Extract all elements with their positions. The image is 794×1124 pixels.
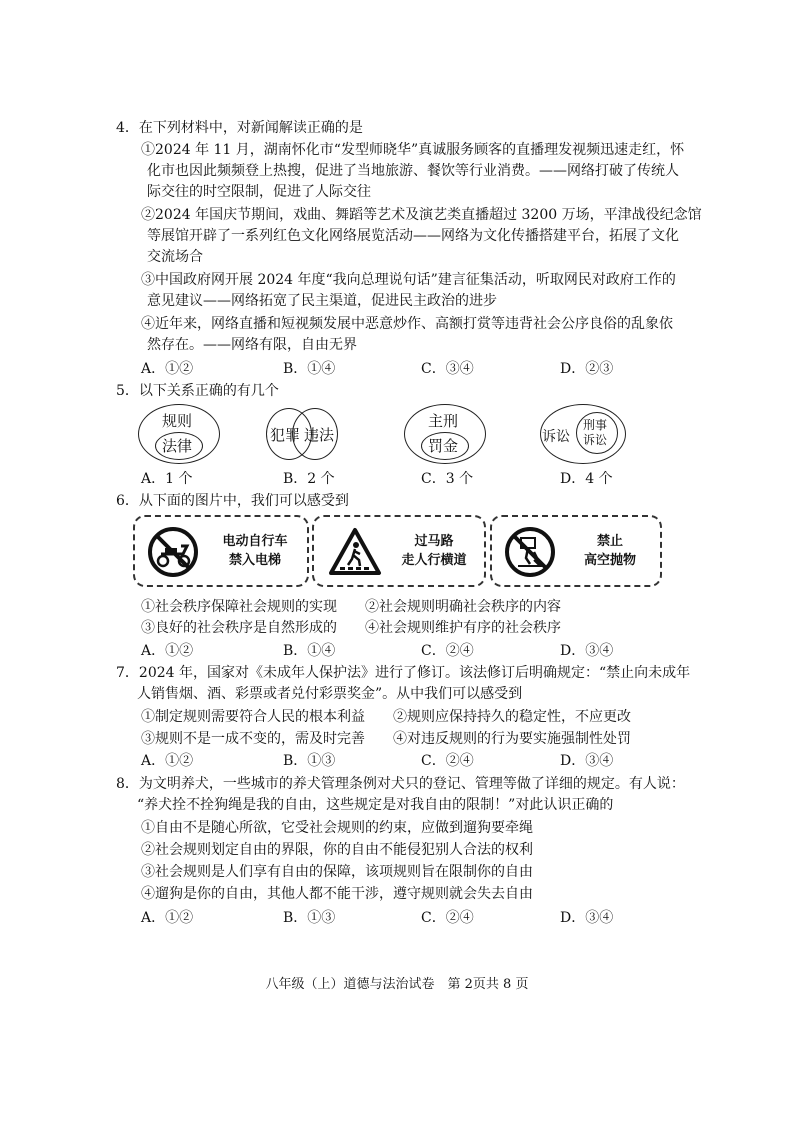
- q7-choice-3: ③规则不是一成不变的，需及时完善: [141, 731, 365, 747]
- q8-option-a[interactable]: A．①②: [141, 910, 194, 926]
- venn-left-label: 犯罪: [270, 426, 301, 444]
- q6-option-c[interactable]: C．②④: [421, 643, 474, 659]
- q6-choice-1: ①社会秩序保障社会规则的实现: [141, 599, 337, 615]
- q4-option-a[interactable]: A．①②: [141, 361, 194, 377]
- q5-option-d[interactable]: D．4 个: [560, 471, 613, 487]
- q6-option-d[interactable]: D．③④: [560, 643, 614, 659]
- venn-right-label: 违法: [304, 426, 335, 444]
- q7-option-a[interactable]: A．①②: [141, 753, 194, 769]
- q8-choice-1: ①自由不是随心所欲，它受社会规则的约束，应做到遛狗要牵绳: [141, 820, 533, 836]
- venn-outer-label: 诉讼: [542, 429, 570, 445]
- sign-line1: 过马路: [414, 534, 454, 549]
- q6-stem: 6．从下面的图片中，我们可以感受到: [116, 493, 349, 509]
- no-ebike-icon: [147, 526, 199, 578]
- sign-line2: 高空抛物: [583, 553, 636, 568]
- venn-inner-label-top: 刑事: [583, 418, 608, 432]
- pedestrian-crossing-icon: [328, 527, 382, 577]
- venn-inner-label: 法律: [162, 437, 193, 455]
- q4-m1-line2: 化市也因此频频登上热搜，促进了当地旅游、餐饮等行业消费。——网络打破了传统人: [147, 163, 679, 179]
- sign-crosswalk: [312, 515, 486, 587]
- q4-m1-line3: 际交往的时空限制，促进了人际交往: [147, 184, 371, 200]
- venn-outer-label: 主刑: [428, 412, 459, 430]
- q5-stem: 5．以下关系正确的有几个: [116, 383, 279, 399]
- sign-line1: 禁止: [596, 534, 623, 549]
- q6-choice-4: ④社会规则维护有序的社会秩序: [365, 620, 561, 636]
- q4-stem: 4．在下列材料中，对新闻解读正确的是: [116, 120, 363, 136]
- q8-choice-3: ③社会规则是人们享有自由的保障，该项规则旨在限制你的自由: [141, 864, 533, 880]
- venn-diagram-litigation: [540, 404, 626, 464]
- q8-option-b[interactable]: B．①③: [283, 910, 336, 926]
- q6-choice-3: ③良好的社会秩序是自然形成的: [141, 620, 337, 636]
- venn-diagram-rules-law: [138, 404, 220, 464]
- q7-option-d[interactable]: D．③④: [560, 753, 614, 769]
- q4-m3-line1: ③中国政府网开展 2024 年度“我向总理说句话”建言征集活动，听取网民对政府工作的: [141, 272, 676, 288]
- venn-inner-label-bottom: 诉讼: [583, 433, 608, 447]
- sign-line2: 禁入电梯: [228, 553, 281, 568]
- q5-option-c[interactable]: C．3 个: [421, 471, 474, 487]
- venn-diagram-crime-illegal: [266, 408, 346, 462]
- q4-option-d[interactable]: D．②③: [560, 361, 614, 377]
- sign-no-throwing: [490, 515, 662, 587]
- q7-choice-1: ①制定规则需要符合人民的根本利益: [141, 709, 365, 725]
- q8-option-d[interactable]: D．③④: [560, 910, 614, 926]
- sign-line2: 走人行横道: [401, 553, 467, 568]
- q4-option-c[interactable]: C．③④: [421, 361, 474, 377]
- page-footer: 八年级（上）道德与法治试卷 第 2页共 8 页: [265, 977, 529, 992]
- q4-m4-line2: 然存在。——网络有限，自由无界: [147, 337, 357, 353]
- venn-inner-label: 罚金: [428, 437, 459, 455]
- q4-m4-line1: ④近年来，网络直播和短视频发展中恶意炒作、高额打赏等违背社会公序良俗的乱象依: [141, 316, 673, 332]
- sign-line1: 电动自行车: [222, 534, 288, 549]
- q7-option-b[interactable]: B．①③: [283, 753, 336, 769]
- q8-option-c[interactable]: C．②④: [421, 910, 474, 926]
- q5-option-b[interactable]: B．2 个: [283, 471, 335, 487]
- q7-option-c[interactable]: C．②④: [421, 753, 474, 769]
- venn-outer-label: 规则: [162, 412, 193, 430]
- q4-m2-line3: 交流场合: [147, 249, 203, 265]
- q8-stem-line2: “养犬拴不拴狗绳是我的自由，这些规定是对我自由的限制！”对此认识正确的: [137, 797, 614, 813]
- q6-option-a[interactable]: A．①②: [141, 643, 194, 659]
- q4-m3-line2: 意见建议——网络拓宽了民主渠道，促进民主政治的进步: [147, 293, 497, 309]
- q6-option-b[interactable]: B．①④: [283, 643, 336, 659]
- sign-no-ebike-elevator: [133, 515, 309, 587]
- q4-m1-line1: ①2024 年 11 月，湖南怀化市“发型师晓华”真诚服务顾客的直播理发视频迅速走红，怀: [141, 142, 685, 158]
- q5-option-a[interactable]: A．1 个: [141, 471, 193, 487]
- q4-m2-line1: ②2024 年国庆节期间，戏曲、舞蹈等艺术及演艺类直播超过 3200 万场，平津战役纪念馆: [141, 207, 702, 223]
- q7-stem-line2: 人销售烟、酒、彩票或者兑付彩票奖金”。从中我们可以感受到: [137, 686, 523, 702]
- q8-choice-4: ④遛狗是你的自由，其他人都不能干涉，遵守规则就会失去自由: [141, 886, 533, 902]
- q7-choice-4: ④对违反规则的行为要实施强制性处罚: [393, 731, 631, 747]
- venn-diagram-principal-fine: [404, 404, 486, 464]
- no-throwing-icon: [504, 526, 556, 578]
- q6-choice-2: ②社会规则明确社会秩序的内容: [365, 599, 561, 615]
- q4-option-b[interactable]: B．①④: [283, 361, 336, 377]
- q8-stem-line1: 8．为文明养犬，一些城市的养犬管理条例对犬只的登记、管理等做了详细的规定。有人说：: [116, 776, 685, 792]
- q7-stem-line1: 7．2024 年，国家对《未成年人保护法》进行了修订。该法修订后明确规定：“禁止向未成年: [116, 665, 691, 681]
- q7-choice-2: ②规则应保持持久的稳定性，不应更改: [393, 709, 631, 725]
- q4-m2-line2: 等展馆开辟了一系列红色文化网络展览活动——网络为文化传播搭建平台，拓展了文化: [147, 228, 679, 244]
- q8-choice-2: ②社会规则划定自由的界限，你的自由不能侵犯别人合法的权利: [141, 842, 533, 858]
